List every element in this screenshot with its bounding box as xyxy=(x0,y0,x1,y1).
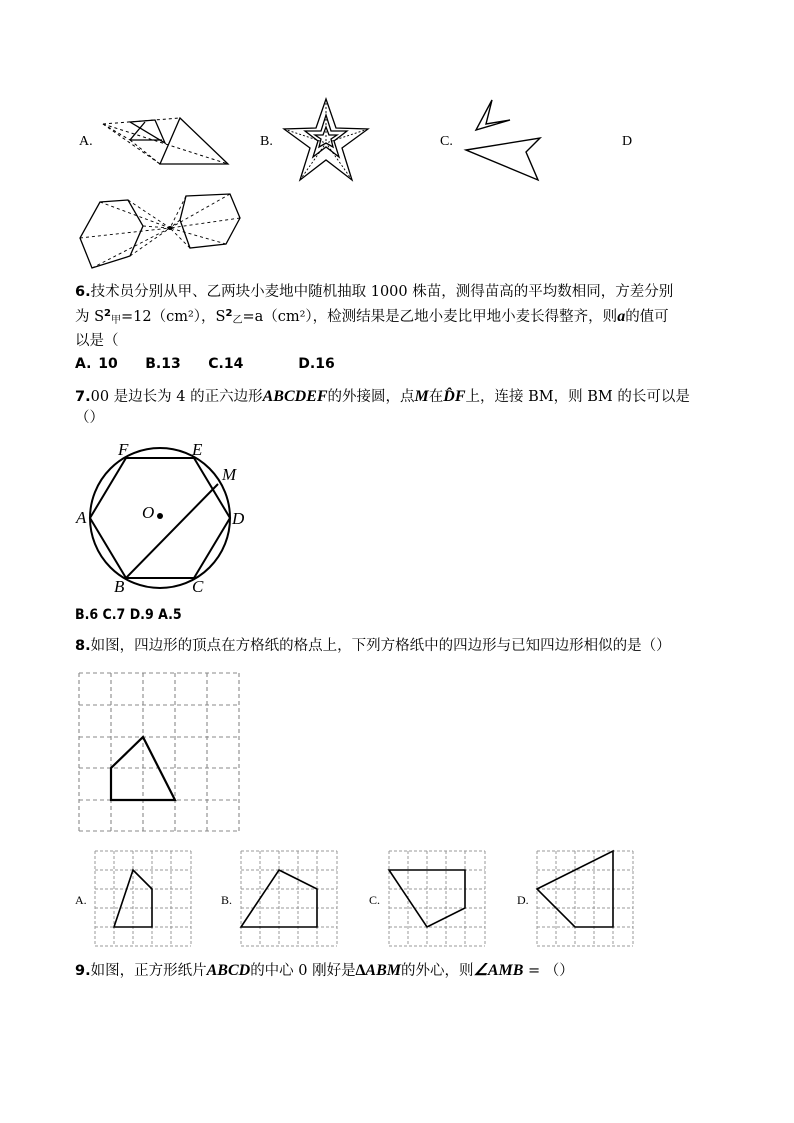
question-text-d: 上，连接 BM，则 BM 的长可以是 xyxy=(465,389,690,405)
question-7 xyxy=(75,386,735,429)
question-text-d: = （） xyxy=(523,963,574,979)
variable-a: a xyxy=(617,308,626,325)
question-8 xyxy=(75,636,735,657)
arc-df: D̂F xyxy=(443,388,466,405)
question-6 xyxy=(75,282,735,352)
question-text-line2: （） xyxy=(75,410,104,426)
figure-8c-grid xyxy=(388,850,486,948)
question-text: 如图，四边形的顶点在方格纸的格点上，下列方格纸中的四边形与已知四边形相似的是（） xyxy=(90,638,671,654)
figure-8b-grid xyxy=(240,850,338,948)
label-e: E xyxy=(192,440,203,459)
angle-name: ∠AMB xyxy=(473,962,524,979)
q8-option-c-label: C. xyxy=(369,893,381,907)
point-m: M xyxy=(414,388,429,405)
figure-8a-grid xyxy=(94,850,192,948)
label-c: C xyxy=(192,577,204,596)
figure-5d-hexagons xyxy=(78,192,243,272)
figure-5a-triangles xyxy=(100,110,235,170)
question-text-b: 的外接圆，点 xyxy=(327,389,415,405)
figure-8-main-grid xyxy=(78,672,240,832)
question-text-a: 00 是边长为 4 的正六边形 xyxy=(90,389,263,405)
q8-option-d-label: D. xyxy=(517,893,529,907)
option-a-label: A. xyxy=(79,134,93,149)
figure-7-hexagon-circle xyxy=(72,438,252,598)
label-d: D xyxy=(232,509,245,528)
figure-8d-grid xyxy=(536,850,634,948)
question-text-line1: 技术员分别从甲、乙两块小麦地中随机抽取 1000 株苗，测得苗高的平均数相同，方差分别 xyxy=(90,284,674,300)
label-o: O xyxy=(142,503,155,522)
subscript: 乙 xyxy=(232,315,243,326)
label-b: B xyxy=(114,577,125,596)
square-name: ABCD xyxy=(206,962,251,979)
hexagon-name: ABCDEF xyxy=(262,388,328,405)
option-b-label: B. xyxy=(260,134,273,149)
question-number: 9. xyxy=(75,963,91,979)
superscript: 2 xyxy=(225,308,233,319)
question-text-c: 在 xyxy=(428,389,444,405)
question-text-line2b: =12（cm²），S xyxy=(121,309,226,325)
question-number: 8. xyxy=(75,638,91,654)
question-6-options: A. 10 B.13 C.14 D.16 xyxy=(75,356,335,372)
subscript: 甲 xyxy=(111,315,122,326)
question-9 xyxy=(75,960,735,982)
question-7-options: B.6 C.7 D.9 A.5 xyxy=(75,607,182,623)
question-text-c: 的外心，则 xyxy=(401,963,474,979)
label-a: A xyxy=(76,508,87,527)
question-number: 6. xyxy=(75,284,91,300)
question-text-line2c: =a（cm²），检测结果是乙地小麦比甲地小麦长得整齐，则 xyxy=(242,309,618,325)
superscript: 2 xyxy=(104,308,112,319)
question-text-line2d: 的值可 xyxy=(625,309,669,325)
triangle-name: ∆ABM xyxy=(355,962,401,979)
option-c-label: C. xyxy=(440,134,453,149)
label-f: F xyxy=(118,440,129,459)
question-text-line3: 以是（ xyxy=(75,333,119,349)
question-number: 7. xyxy=(75,389,91,405)
figure-5b-stars xyxy=(280,97,372,183)
question-text-line2a: 为 S xyxy=(75,309,105,325)
figure-5c-arrows xyxy=(460,98,545,182)
q8-option-a-label: A. xyxy=(75,893,87,907)
question-text-a: 如图，正方形纸片 xyxy=(90,963,207,979)
option-d-label: D xyxy=(622,134,633,149)
question-text-b: 的中心 0 刚好是 xyxy=(250,963,356,979)
label-m: M xyxy=(222,465,237,484)
q8-option-b-label: B. xyxy=(221,893,233,907)
